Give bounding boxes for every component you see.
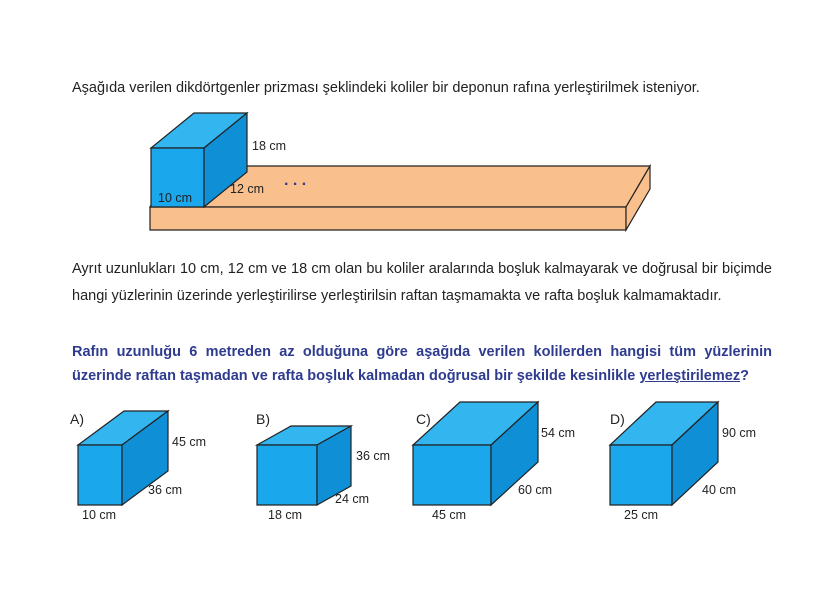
shelf-front <box>150 207 626 230</box>
option-b-box-front <box>257 445 317 505</box>
continuation-dots: . . . <box>284 172 307 189</box>
option-b-depth: 24 cm <box>335 492 370 506</box>
question-body: Rafın uzunluğu 6 metreden az olduğuna göre aşağıda verilen kolilerden hangisi tüm yüzlerinin üzerinde raftan taşmadan ve rafta boşluk kalmadan doğrusal bir şekilde kesinlikle <box>72 344 772 384</box>
option-c[interactable] <box>413 402 575 522</box>
option-c-box-front <box>413 445 491 505</box>
option-d-depth: 40 cm <box>702 483 737 497</box>
option-a-box-front <box>78 445 122 505</box>
option-b-front: 18 cm <box>268 508 303 522</box>
option-d[interactable] <box>610 402 756 522</box>
option-c-depth: 60 cm <box>518 483 553 497</box>
label-front: 10 cm <box>158 191 193 205</box>
label-height: 18 cm <box>252 139 287 153</box>
option-a[interactable] <box>70 411 206 522</box>
description-paragraph: Ayrıt uzunlukları 10 cm, 12 cm ve 18 cm olan bu koliler aralarında boşluk kalmayarak ve doğrusal bir biçimde hangi yüzlerinin üzerinde yerleştirilirse yerleştirilsin raftan taşmamakta ve rafta boşluk kalmamaktadır. <box>72 261 772 304</box>
intro-text: Aşağıda verilen dikdörtgenler prizması şeklindeki koliler bir deponun rafına yerleştirilmek isteniyor. <box>72 80 700 96</box>
option-c-letter: C) <box>416 411 431 427</box>
option-a-height: 45 cm <box>172 435 207 449</box>
option-d-box-front <box>610 445 672 505</box>
label-depth: 12 cm <box>230 182 265 196</box>
option-b-height: 36 cm <box>356 449 391 463</box>
option-b-letter: B) <box>256 411 270 427</box>
option-a-depth: 36 cm <box>148 483 183 497</box>
option-d-front: 25 cm <box>624 508 659 522</box>
option-c-front: 45 cm <box>432 508 467 522</box>
question-text <box>72 340 772 388</box>
option-b[interactable] <box>256 411 390 522</box>
option-a-front: 10 cm <box>82 508 117 522</box>
question-end: ? <box>740 368 749 384</box>
option-d-letter: D) <box>610 411 625 427</box>
option-d-height: 90 cm <box>722 426 757 440</box>
question-emphasis: yerleştirilemez <box>639 368 741 384</box>
option-c-height: 54 cm <box>541 426 576 440</box>
option-a-letter: A) <box>70 411 84 427</box>
